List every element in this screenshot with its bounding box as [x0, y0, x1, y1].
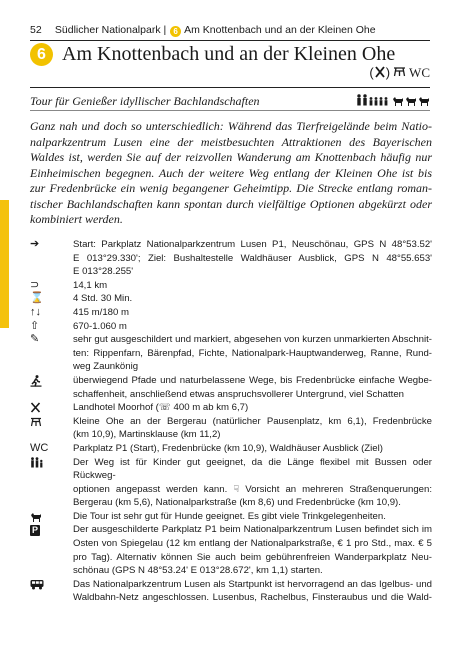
family-icon [30, 456, 73, 470]
subtitle-rule [30, 110, 430, 111]
bus-icon [30, 578, 73, 592]
loop-icon: ⊃ [30, 278, 40, 291]
detail-family [30, 456, 432, 510]
tour-number-badge-small: 6 [170, 26, 181, 37]
food-value: Landhotel Moorhof (☏ 400 m ab km 6,7) [73, 402, 249, 414]
dog-icon-2 [405, 95, 417, 106]
parking-line: Der ausgeschilderte Parkplatz P1 beim Nationalparkzentrum Lusen befindet sich im [73, 524, 432, 536]
detail-signage [30, 333, 432, 374]
duration-value: 4 Std. 30 Min. [73, 293, 133, 305]
wc-icon: WC [409, 65, 430, 80]
pencil-icon: ✎ [30, 333, 40, 346]
tour-number-badge: 6 [30, 43, 53, 66]
rest-line: (km 10,9), Martinsklause (km 11,2) [73, 429, 221, 441]
title-icons [369, 64, 430, 82]
intro-paragraph [30, 119, 432, 228]
intro-line: Einheimischen begegnen. Auch der weitere Weg entlang der Kleinen Ohe ist bis [30, 165, 432, 180]
intro-line: Waldes ist, werden Sie auf der reizvollen Wanderung am Knottenbach häufig nur [30, 150, 432, 164]
parking-line: Osten von Spiegelau (12 km entlang der Nationalparkstraße, € 1 pro Std., max. € 5 [73, 538, 432, 550]
parking-icon [30, 523, 73, 537]
detail-food [30, 401, 432, 415]
detail-duration [30, 292, 432, 306]
signage-line: weg Zaunkönig [73, 361, 139, 373]
restaurant-icon [30, 401, 73, 415]
tour-details [30, 238, 432, 605]
picnic-table-icon [393, 64, 406, 82]
elevation-change-value: 415 m/180 m [73, 306, 129, 318]
detail-rest [30, 415, 432, 442]
dog-icon-1 [392, 95, 404, 106]
hourglass-icon: ⌛ [30, 292, 44, 305]
detail-distance [30, 279, 432, 293]
family-icon [355, 94, 391, 106]
section-title: Am Knottenbach und an der Kleinen Ohe [184, 24, 376, 36]
start-line: E 013°29.330'; Ziel: Bushaltestelle Waldhäuser Ausblick, GPS N 48°55.653' [73, 252, 432, 264]
detail-start [30, 238, 432, 279]
intro-line: tischer Bachlandschaften kann spontan durch vielfältige Optionen abgekürzt oder [30, 196, 432, 211]
picnic-table-icon [30, 415, 73, 429]
detail-elevation-change [30, 306, 432, 320]
start-line: Start: Parkplatz Nationalparkzentrum Lusen P1, Neuschönau, GPS N 48°53.52' [73, 239, 432, 250]
dog-icon [30, 510, 73, 524]
family-line: optionen angepasst werden kann. ☟ Vorsicht an mehreren Straßenquerungen: [73, 483, 432, 495]
up-down-arrows-icon: ↑↓ [30, 305, 41, 318]
transit-line: Das Nationalparkzentrum Lusen als Startpunkt ist hervorragend an das Igelbus- und [73, 578, 432, 590]
detail-dogs [30, 510, 432, 524]
intro-line: kombiniert werden. [30, 212, 123, 226]
chapter-tab [0, 200, 9, 328]
dogs-value: Die Tour ist sehr gut für Hunde geeignet. Es gibt viele Trinkgelegenheiten. [73, 510, 386, 522]
dog-icon-3 [418, 95, 430, 106]
subtitle: Tour für Genießer idyllischer Bachlandschaften [30, 94, 260, 108]
up-arrow-outline-icon: ⇧ [30, 319, 40, 332]
detail-terrain [30, 374, 432, 401]
restaurant-icon: ( ) [369, 65, 391, 80]
parking-line: schönau (GPS N 48°53.24' E 013°28.672', km 1,1) starten. [73, 565, 323, 577]
start-line: E 013°28.255' [73, 266, 134, 278]
rest-line: Kleine Ohe an der Bergerau (natürlicher Pausenplatz, km 6,1), Fredenbrücke [73, 415, 432, 427]
header-rule [30, 40, 430, 41]
terrain-line: überwiegend Pfade und naturbelassene Wege, bis Fredenbrücke einfache Wegbe- [73, 374, 432, 386]
page-title: Am Knottenbach und an der Kleinen Ohe [62, 43, 396, 65]
signage-line: ten: Rippenfarn, Bärenpfad, Fichte, Nationalpark-Hauptwanderweg, Ranne, Rund- [73, 347, 432, 359]
family-line: Der Weg ist für Kinder gut geeignet, da die Länge flexibel mit Bussen oder Rückweg- [73, 456, 432, 482]
hiker-icon [30, 374, 73, 388]
page-number: 52 [30, 24, 42, 36]
transit-line: Waldbahn-Netz angeschlossen. Lusenbus, Rachelbus, Finsteraubus und die Wald- [73, 592, 432, 604]
parking-sign: P [31, 524, 38, 535]
wc-icon: WC [30, 441, 49, 454]
detail-parking [30, 523, 432, 577]
section-name: Südlicher Nationalpark | [54, 24, 167, 36]
suitability-icons [355, 94, 430, 106]
family-line: Bergerau (km 5,6), Nationalparkstraße (km 8,6) und Fredenbrücke (km 10,9). [73, 497, 401, 509]
detail-toilets [30, 442, 432, 456]
intro-line: zur Fredenbrücke ein wenig begangener Geheimtipp. Die Strecke entlang roman- [30, 181, 432, 195]
distance-value: 14,1 km [73, 279, 108, 291]
running-header [30, 23, 430, 37]
detail-transit [30, 578, 432, 605]
detail-elevation-range [30, 320, 432, 334]
terrain-line: schaffenheit, anschließend etwas anspruchsvollerer Untergrund, viel Schatten [73, 388, 404, 400]
signage-line: sehr gut ausgeschildert und markiert, abgesehen von kurzen unmarkierten Abschnit- [73, 334, 432, 346]
elevation-range-value: 670-1.060 m [73, 320, 127, 332]
arrow-right-icon: ➔ [30, 238, 40, 250]
parking-line: pro Tag). Alternativ können Sie auch beim gebührenfreien Wanderparkplatz Neu- [73, 551, 432, 563]
title-rule [30, 87, 430, 88]
intro-line: Ganz nah und doch so unterschiedlich: Während das Tierfreigelände beim Natio- [30, 119, 432, 133]
toilets-value: Parkplatz P1 (Start), Fredenbrücke (km 10,9), Waldhäuser Ausblick (Ziel) [73, 442, 383, 454]
intro-line: nalparkzentrum Lusen eine der meistbesuchten Attraktionen des Bayerischen [30, 134, 432, 149]
